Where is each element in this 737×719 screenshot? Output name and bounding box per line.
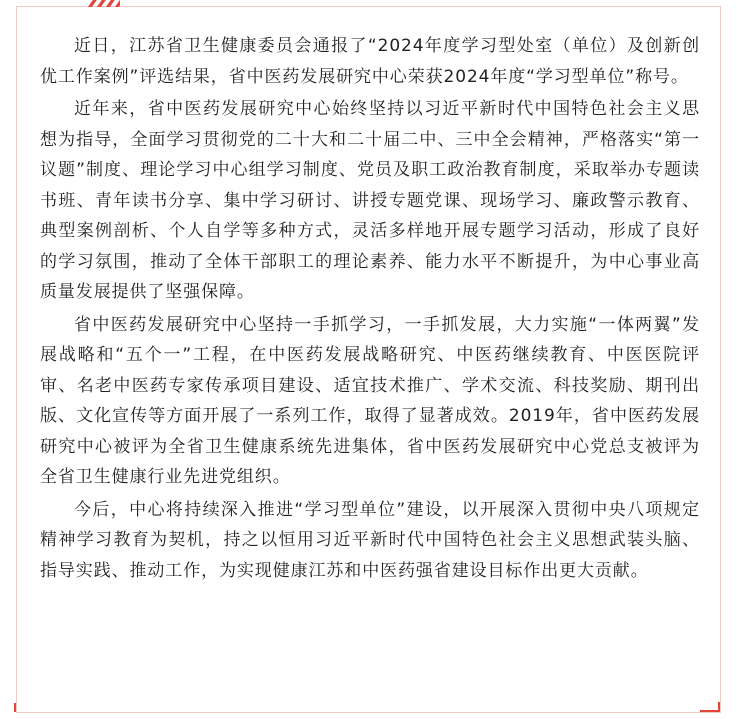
paragraph-1: 近日，江苏省卫生健康委员会通报了“2024年度学习型处室（单位）及创新创优工作案例”评选结果，省中医药发展研究中心荣获2024年度“学习型单位”称号。 [40,36,700,87]
article-body [40,31,700,588]
decorative-stripes [86,0,120,7]
decorative-corner-bottom-left [14,703,16,712]
paragraph-3: 省中医药发展研究中心坚持一手抓学习，一手抓发展，大力实施“一体两翼”发展战略和“五个一”工程，在中医药发展战略研究、中医药继续教育、中医医院评审、名老中医药专家传承项目建设、适宜技术推广、学术交流、科技奖励、期刊出版、文化宣传等方面开展了一系列工作，取得了显著成效。2019年，省中医药发展研究中心被评为全省卫生健康系统先进集体，省中医药发展研究中心党总支被评为全省卫生健康行业先进党组织。 [40,314,700,487]
paragraph-4: 今后，中心将持续深入推进“学习型单位”建设，以开展深入贯彻中央八项规定精神学习教育为契机，持之以恒用习近平新时代中国特色社会主义思想武装头脑、指导实践、推动工作，为实现健康江苏和中医药强省建设目标作出更大贡献。 [40,499,700,581]
paragraph-2: 近年来，省中医药发展研究中心始终坚持以习近平新时代中国特色社会主义思想为指导，全面学习贯彻党的二十大和二十届二中、三中全会精神，严格落实“第一议题”制度、理论学习中心组学习制度、党员及职工政治教育制度，采取举办专题读书班、青年读书分享、集中学习研讨、讲授专题党课、现场学习、廉政警示教育、典型案例剖析、个人自学等多种方式，灵活多样地开展专题学习活动，形成了良好的学习氛围，推动了全体干部职工的理论素养、能力水平不断提升，为中心事业高质量发展提供了坚强保障。 [40,99,700,302]
decorative-corner-bottom-right [700,702,720,712]
